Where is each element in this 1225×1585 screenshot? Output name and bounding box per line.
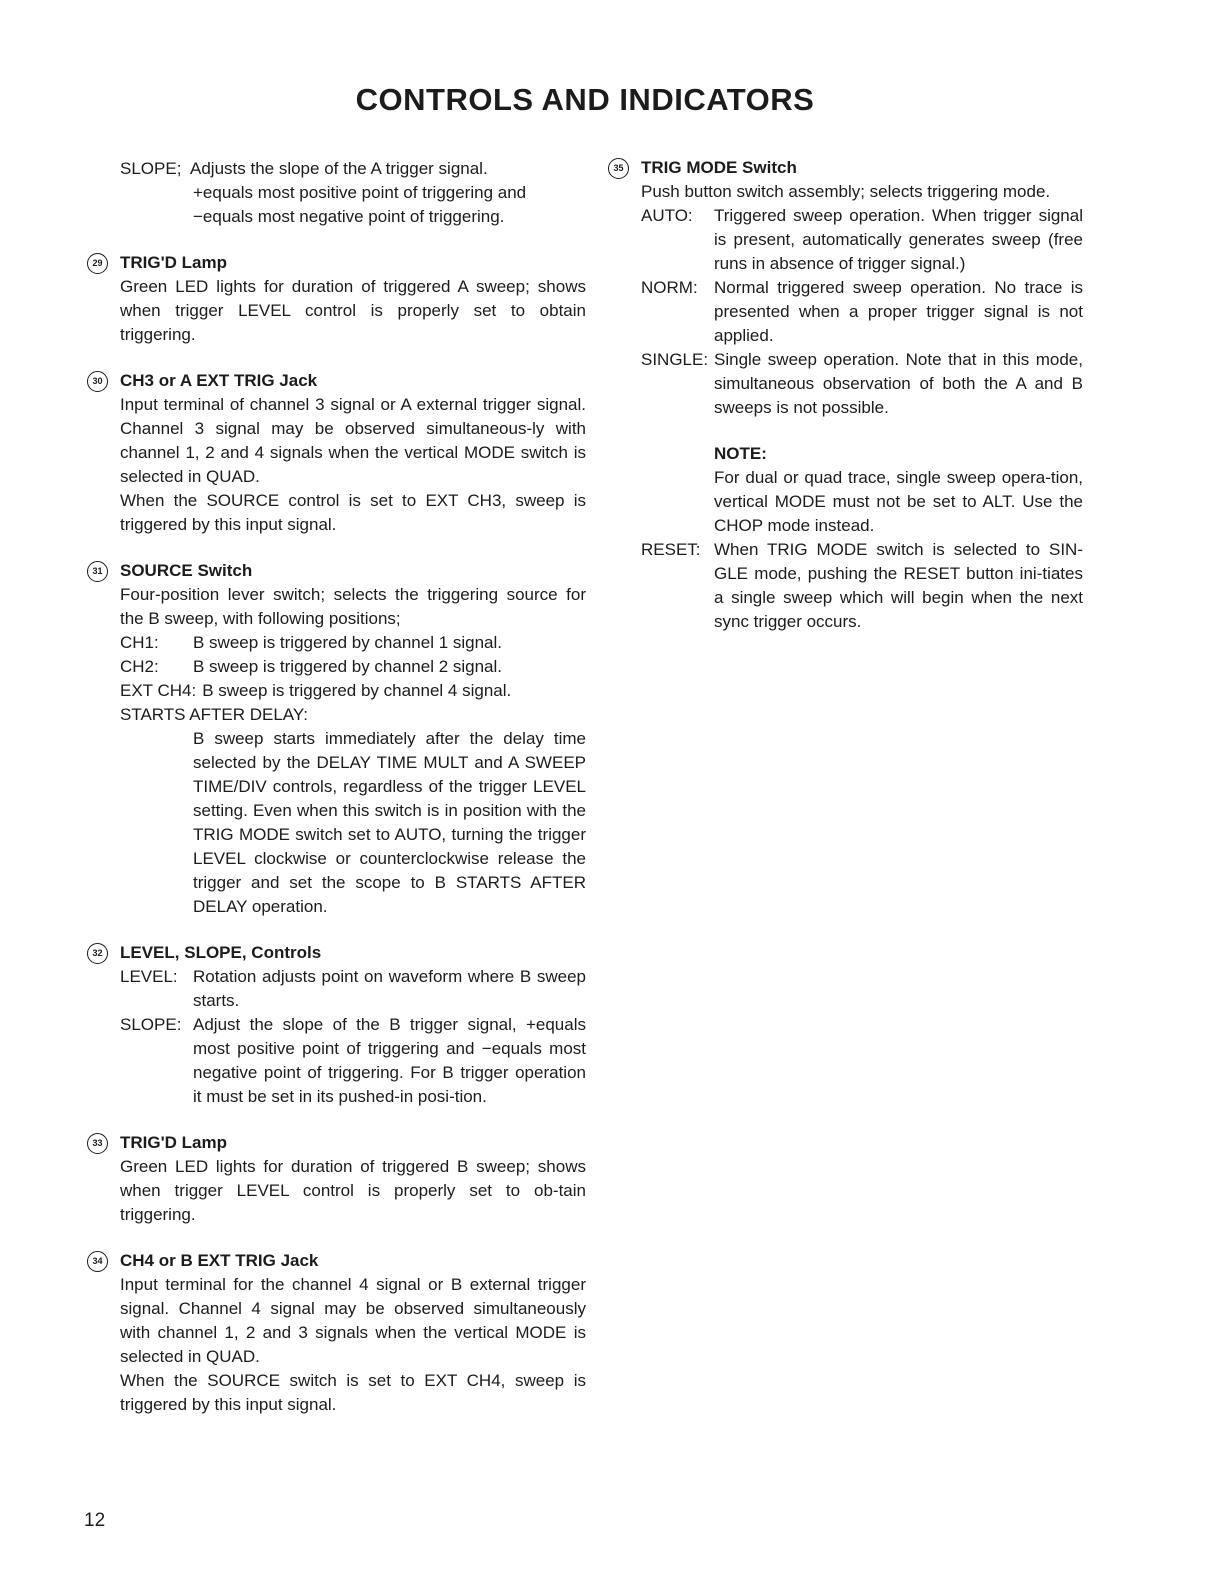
entry-31-intro: Four-position lever switch; selects the triggering source for the B sweep, with following positions; (120, 585, 586, 628)
trig-mode-term: NORM: (641, 278, 698, 297)
starts-after-delay-desc: B sweep starts immediately after the delay time selected by the DELAY TIME MULT and A SWEEP TIME/DIV controls, regardless of the trigger LEVEL setting. Even when this switch is in position with the TRIG MODE switch set to AUTO, turning the trigger LEVEL clockwise or counterclockwise release the trigger and set the scope to B STARTS AFTER DELAY operation. (193, 729, 586, 916)
entry-35-intro: Push button switch assembly; selects triggering mode. (641, 182, 1051, 201)
entry-30-heading: CH3 or A EXT TRIG Jack (120, 371, 318, 390)
entry-33-heading: TRIG'D Lamp (120, 1133, 227, 1152)
entry-32-heading: LEVEL, SLOPE, Controls (120, 943, 322, 962)
page-title: CONTROLS AND INDICATORS (355, 82, 815, 117)
entry-33 (92, 1131, 586, 1227)
entry-29-body: Green LED lights for duration of triggered A sweep; shows when trigger LEVEL control is properly set to obtain triggering. (120, 277, 586, 344)
trig-mode-single (641, 348, 1083, 420)
source-desc: B sweep is triggered by channel 2 signal. (193, 657, 503, 676)
trig-mode-term: AUTO: (641, 206, 693, 225)
entry-35 (613, 156, 1083, 634)
right-column (613, 156, 1083, 634)
item-number-29: 29 (87, 253, 108, 274)
slope-a-entry (120, 157, 586, 229)
trig-mode-term: RESET: (641, 540, 701, 559)
item-number-33: 33 (87, 1133, 108, 1154)
source-desc: B sweep is triggered by channel 1 signal. (193, 633, 503, 652)
source-item-ch1 (120, 631, 586, 655)
level-term: LEVEL: (120, 967, 178, 986)
trig-mode-term: SINGLE: (641, 350, 709, 369)
source-item-ext-ch4 (120, 679, 586, 703)
page-number: 12 (84, 1510, 106, 1531)
trig-mode-desc: Triggered sweep operation. When trigger signal is present, automatically generates sweep (free runs in absence of trigger signal.) (714, 206, 1083, 273)
slope-b-desc: Adjust the slope of the B trigger signal, +equals most positive point of triggering and −equals most negative point of triggering. For B trigger operation it must be set in its pushed-in posi-tion. (193, 1015, 586, 1106)
slope-a-line3: −equals most negative point of triggering. (193, 207, 505, 226)
entry-34-paragraph-2: When the SOURCE switch is set to EXT CH4, sweep is triggered by this input signal. (120, 1371, 586, 1414)
entry-31-heading: SOURCE Switch (120, 561, 253, 580)
entry-30-paragraph-1: Input terminal of channel 3 signal or A external trigger signal. Channel 3 signal may be observed simultaneous-ly with channel 1, 2 and 4 signals when the vertical MODE switch is selected in QUAD. (120, 395, 586, 486)
slope-a-term: SLOPE; (120, 159, 182, 178)
entry-35-heading: TRIG MODE Switch (641, 158, 797, 177)
entry-29-heading: TRIG'D Lamp (120, 253, 227, 272)
source-term: CH1: (120, 633, 159, 652)
entry-32 (92, 941, 586, 1109)
trig-mode-desc: Single sweep operation. Note that in this mode, simultaneous observation of both the A and B sweeps is not possible. (714, 350, 1083, 417)
entry-30 (92, 369, 586, 537)
item-number-35: 35 (608, 158, 629, 179)
trig-mode-desc: When TRIG MODE switch is selected to SIN-GLE mode, pushing the RESET button ini-tiates a single sweep which will begin when the next sync trigger occurs. (714, 540, 1083, 631)
note-block (641, 442, 1083, 538)
item-number-30: 30 (87, 371, 108, 392)
trig-mode-desc: Normal triggered sweep operation. No trace is presented when a proper trigger signal is not applied. (714, 278, 1083, 345)
trig-mode-reset (641, 538, 1083, 634)
entry-34-heading: CH4 or B EXT TRIG Jack (120, 1251, 319, 1270)
note-body: For dual or quad trace, single sweep opera-tion, vertical MODE must not be set to ALT. Use the CHOP mode instead. (714, 468, 1083, 535)
slope-b-item (120, 1013, 586, 1109)
slope-a-line1: Adjusts the slope of the A trigger signal. (190, 159, 488, 178)
note-heading: NOTE: (714, 444, 767, 463)
source-desc: B sweep is triggered by channel 4 signal. (202, 681, 512, 700)
trig-mode-auto (641, 204, 1083, 276)
slope-b-term: SLOPE: (120, 1015, 182, 1034)
entry-30-paragraph-2: When the SOURCE control is set to EXT CH3, sweep is triggered by this input signal. (120, 491, 586, 534)
level-item (120, 965, 586, 1013)
source-term: CH2: (120, 657, 159, 676)
source-item-ch2 (120, 655, 586, 679)
trig-mode-norm (641, 276, 1083, 348)
level-desc: Rotation adjusts point on waveform where B sweep starts. (193, 967, 586, 1010)
slope-a-line2: +equals most positive point of triggering and (193, 183, 527, 202)
starts-after-delay-term: STARTS AFTER DELAY: (120, 705, 308, 724)
entry-31 (92, 559, 586, 919)
entry-34 (92, 1249, 586, 1417)
item-number-32: 32 (87, 943, 108, 964)
item-number-31: 31 (87, 561, 108, 582)
entry-34-paragraph-1: Input terminal for the channel 4 signal or B external trigger signal. Channel 4 signal may be observed simultaneously with channel 1, 2 and 3 signals when the vertical MODE is selected in QUAD. (120, 1275, 586, 1366)
entry-29 (92, 251, 586, 347)
source-term: EXT CH4: (120, 681, 197, 700)
item-number-34: 34 (87, 1251, 108, 1272)
left-column (92, 157, 586, 1417)
entry-33-body: Green LED lights for duration of triggered B sweep; shows when trigger LEVEL control is properly set to ob-tain triggering. (120, 1157, 586, 1224)
